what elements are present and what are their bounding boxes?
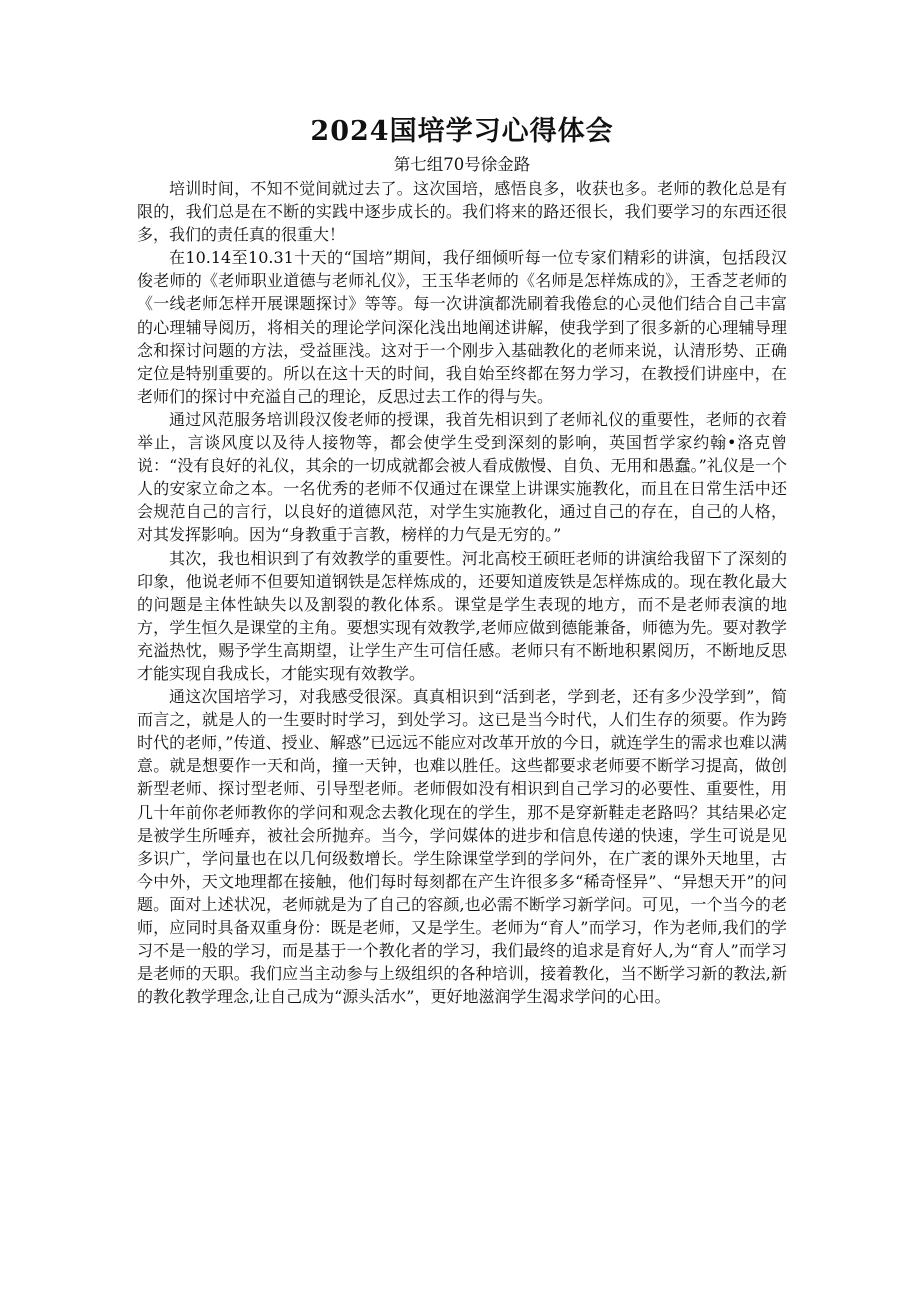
paragraph-1: 培训时间，不知不觉间就过去了。这次国培，感悟良多，收获也多。老师的教化总是有限的，我们总是在不断的实践中逐步成长的。我们将来的路还很长，我们要学习的东西还很多，我们的责任真的很重大！ [137, 179, 787, 245]
document-title: 2024国培学习心得体会 [310, 116, 614, 147]
document-page [137, 114, 787, 1008]
paragraph-2: 在10.14至10.31十天的“国培”期间，我仔细倾听每一位专家们精彩的讲演，包括段汉俊老师的《老师职业道德与老师礼仪》，王玉华老师的《名师是怎样炼成的》，王香芝老师的《一线老师怎样开展课题探讨》等等。每一次讲演都洗刷着我倦怠的心灵他们结合自己丰富的心理辅导阅历，将相关的理论学问深化浅出地阐述讲解，使我学到了很多新的心理辅导理念和探讨问题的方法，受益匪浅。这对于一个刚步入基础教化的老师来说，认清形势、正确定位是特别重要的。所以在这十天的时间，我自始至终都在努力学习，在教授们讲座中，在老师们的探讨中充溢自己的理论，反思过去工作的得与失。 [137, 248, 787, 406]
paragraph-5: 通这次国培学习，对我感受很深。真真相识到“活到老，学到老，还有多少没学到”，简而言之，就是人的一生要时时学习，到处学习。这已是当今时代，人们生存的须要。作为跨时代的老师，”传道、授业、解惑”已远远不能应对改革开放的今日，就连学生的需求也难以满意。就是想要作一天和尚，撞一天钟，也难以胜任。这些都要求老师要不断学习提高，做创新型老师、探讨型老师、引导型老师。老师假如没有相识到自己学习的必要性、重要性，用几十年前你老师教你的学问和观念去教化现在的学生，那不是穿新鞋走老路吗？其结果必定是被学生所唾弃，被社会所抛弃。当今，学问媒体的进步和信息传递的快速，学生可说是见多识广，学问量也在以几何级数增长。学生除课堂学到的学问外，在广袤的课外天地里，古今中外，天文地理都在接触，他们每时每刻都在产生许很多多“稀奇怪异”、“异想天开”的问题。面对上述状况，老师就是为了自己的容颜,也必需不断学习新学问。可见，一个当今的老师，应同时具备双重身份：既是老师，又是学生。老师为“育人”而学习，作为老师,我们的学习不是一般的学习，而是基于一个教化者的学习，我们最终的追求是育好人,为“育人”而学习是老师的天职。我们应当主动参与上级组织的各种培训，接着教化，当不断学习新的教法,新的教化教学理念,让自己成为“源头活水”，更好地滋润学生渴求学问的心田。 [137, 687, 787, 1007]
document-author: 第七组70号徐金路 [393, 155, 531, 174]
paragraph-3: 通过风范服务培训段汉俊老师的授课，我首先相识到了老师礼仪的重要性，老师的衣着举止，言谈风度以及待人接物等，都会使学生受到深刻的影响，英国哲学家约翰•洛克曾说：“没有良好的礼仪，其余的一切成就都会被人看成傲慢、自负、无用和愚蠢。”礼仪是一个人的安家立命之本。一名优秀的老师不仅通过在课堂上讲课实施教化，而且在日常生活中还会规范自己的言行，以良好的道德风范，对学生实施教化，通过自己的存在，自己的人格，对其发挥影响。因为“身教重于言教，榜样的力气是无穷的。” [137, 409, 787, 545]
paragraph-4: 其次，我也相识到了有效教学的重要性。河北高校王硕旺老师的讲演给我留下了深刻的印象，他说老师不但要知道钢铁是怎样炼成的，还要知道废铁是怎样炼成的。现在教化最大的问题是主体性缺失以及割裂的教化体系。课堂是学生表现的地方，而不是老师表演的地方，学生恒久是课堂的主角。要想实现有效教学,老师应做到德能兼备，师德为先。要对教学充溢热忱，赐予学生高期望，让学生产生可信任感。老师只有不断地积累阅历，不断地反思才能实现自我成长，才能实现有效教学。 [137, 548, 787, 683]
